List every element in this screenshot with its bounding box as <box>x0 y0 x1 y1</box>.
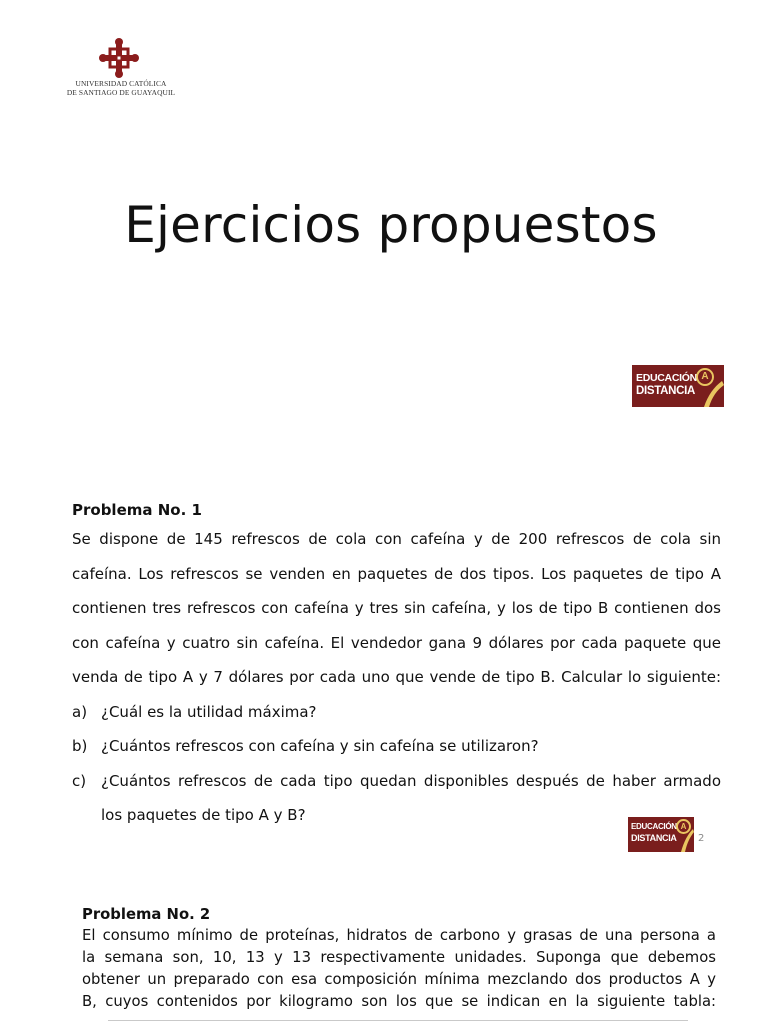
university-name <box>58 80 184 97</box>
badge-line2: DISTANCIA <box>631 833 677 843</box>
list-item-text: ¿Cuál es la utilidad máxima? <box>101 702 317 721</box>
badge-line1: EDUCACIÓN <box>636 372 697 384</box>
problem-1 <box>72 498 721 833</box>
problem-2-line: obtener un preparado con esa composición mínima mezclando dos productos A y <box>82 971 716 988</box>
list-marker: c) <box>72 771 87 790</box>
list-item-text: ¿Cuántos refrescos de cada tipo quedan disponibles después de haber armado <box>101 771 721 790</box>
university-logo <box>58 38 184 100</box>
problem-1-line: con cafeína y cuatro sin cafeína. El vendedor gana 9 dólares por cada paquete que <box>72 633 721 652</box>
list-marker: b) <box>72 737 88 755</box>
problem-2-line: El consumo mínimo de proteínas, hidratos de carbono y grasas de una persona a <box>82 927 716 944</box>
badge-letter: A <box>696 368 714 386</box>
list-item-c <box>72 764 721 799</box>
problem-1-line: Se dispone de 145 refrescos de cola con cafeína y de 200 refrescos de cola sin <box>72 530 721 548</box>
university-name-line1: UNIVERSIDAD CATÓLICA <box>75 79 167 88</box>
badge-line1: EDUCACIÓN <box>631 822 677 831</box>
page-title: Ejercicios propuestos <box>124 196 658 254</box>
university-name-line2: DE SANTIAGO DE GUAYAQUIL <box>66 87 176 97</box>
swoosh-icon <box>702 381 724 407</box>
problem-2-line: la semana son, 10, 13 y 13 respectivamente unidades. Suponga que debemos <box>82 949 716 966</box>
problem-1-line: venda de tipo A y 7 dólares por cada uno que vende de tipo B. Calcular lo siguiente: <box>72 668 721 686</box>
education-distance-logo <box>628 817 694 852</box>
list-item-a <box>72 695 721 730</box>
problem-2-line: B, cuyos contenidos por kilogramo son los que se indican en la siguiente tabla: <box>82 993 716 1010</box>
list-marker: a) <box>72 702 88 721</box>
problem-1-line: cafeína. Los refrescos se venden en paquetes de dos tipos. Los paquetes de tipo A <box>72 564 721 583</box>
slide-number: 2 <box>698 833 705 844</box>
list-item-text: ¿Cuántos refrescos con cafeína y sin cafeína se utilizaron? <box>101 737 539 755</box>
problem-1-heading: Problema No. 1 <box>72 501 202 519</box>
badge-line2: DISTANCIA <box>636 385 696 397</box>
problem-1-line: contienen tres refrescos con cafeína y tres sin cafeína, y los de tipo B contienen dos <box>72 599 721 617</box>
education-distance-logo <box>632 365 724 407</box>
problem-2 <box>82 905 716 1013</box>
table-top-border <box>108 1020 688 1021</box>
list-item-text: los paquetes de tipo A y B? <box>101 806 306 824</box>
badge-letter: A <box>676 819 691 834</box>
cross-emblem-icon <box>99 38 139 78</box>
list-item-b <box>72 729 721 764</box>
list-item-c-continued <box>72 798 721 833</box>
problem-2-heading: Problema No. 2 <box>82 906 211 923</box>
swoosh-icon <box>680 829 694 852</box>
